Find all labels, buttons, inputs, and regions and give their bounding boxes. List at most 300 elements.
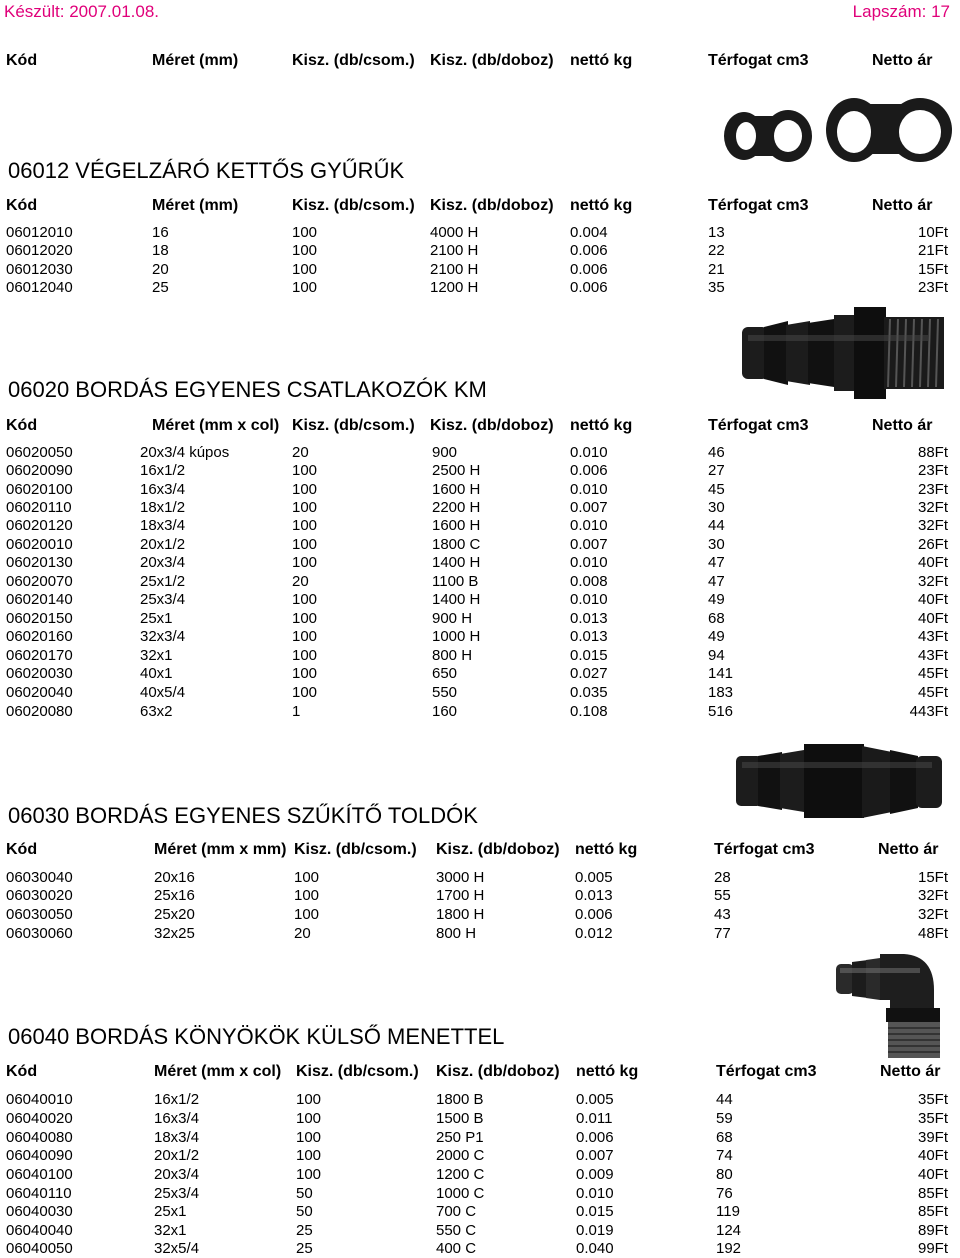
cell-netto-kg: 0.005: [576, 1091, 614, 1108]
cell-terfogat: 124: [716, 1222, 742, 1239]
cell-netto-kg: 0.010: [570, 517, 608, 534]
cell-netto-ar: 443Ft: [909, 703, 948, 720]
cell-netto-kg: 0.007: [570, 536, 608, 553]
cell-meret: 40x5/4: [140, 684, 186, 701]
cell-netto-kg: 0.035: [570, 684, 608, 701]
col-kisz-doboz: Kisz. (db/doboz): [436, 841, 560, 858]
col-meret: Méret (mm x mm): [154, 841, 287, 858]
cell-kod: 06040030: [6, 1203, 73, 1220]
table-row: [0, 1166, 960, 1184]
cell-kod: 06030050: [6, 906, 73, 923]
cell-kisz-csom: 100: [292, 279, 318, 296]
table-row: [0, 591, 960, 609]
col-kod: Kód: [6, 197, 38, 214]
col-kisz-doboz: Kisz. (db/doboz): [436, 1063, 560, 1080]
cell-kisz-doboz: 1600 H: [432, 517, 481, 534]
cell-netto-ar: 35Ft: [917, 1091, 948, 1108]
table-row: [0, 499, 960, 517]
cell-kisz-doboz: 2100 H: [430, 242, 479, 259]
cell-kisz-csom: 100: [292, 517, 318, 534]
cell-kod: 06020160: [6, 628, 73, 645]
cell-meret: 18x1/2: [140, 499, 186, 516]
col-meret: Méret (mm x col): [152, 417, 280, 434]
table-row: [0, 1185, 960, 1203]
cell-meret: 25x3/4: [154, 1185, 200, 1202]
cell-netto-ar: 32Ft: [917, 906, 948, 923]
col-kisz-csom: Kisz. (db/csom.): [296, 1063, 419, 1080]
cell-netto-ar: 40Ft: [917, 1166, 948, 1183]
cell-kisz-csom: 20: [292, 444, 309, 461]
table-row: [0, 1203, 960, 1221]
cell-kod: 06040090: [6, 1147, 73, 1164]
cell-netto-ar: 43Ft: [917, 628, 948, 645]
table-row: [0, 242, 960, 260]
cell-kod: 06012030: [6, 261, 73, 278]
table-row: [0, 610, 960, 628]
cell-kisz-csom: 100: [296, 1091, 322, 1108]
cell-netto-ar: 88Ft: [917, 444, 948, 461]
cell-meret: 25x3/4: [140, 591, 186, 608]
cell-netto-kg: 0.009: [576, 1166, 614, 1183]
cell-netto-ar: 40Ft: [917, 554, 948, 571]
cell-netto-kg: 0.010: [570, 481, 608, 498]
cell-netto-kg: 0.007: [570, 499, 608, 516]
cell-netto-kg: 0.019: [576, 1222, 614, 1239]
cell-terfogat: 68: [708, 610, 725, 627]
cell-kod: 06040110: [6, 1185, 72, 1202]
cell-netto-kg: 0.012: [575, 925, 613, 942]
cell-kisz-csom: 100: [296, 1110, 322, 1127]
cell-terfogat: 49: [708, 591, 725, 608]
barbed-elbow-image: [834, 950, 946, 1060]
cell-netto-ar: 21Ft: [917, 242, 948, 259]
cell-meret: 32x3/4: [140, 628, 186, 645]
cell-netto-kg: 0.010: [576, 1185, 614, 1202]
col-kisz-csom: Kisz. (db/csom.): [292, 197, 415, 214]
table-row: [0, 536, 960, 554]
cell-netto-kg: 0.006: [570, 279, 608, 296]
cell-terfogat: 80: [716, 1166, 733, 1183]
cell-kisz-csom: 100: [294, 906, 320, 923]
cell-kisz-csom: 100: [296, 1147, 322, 1164]
table-row: [0, 1091, 960, 1109]
col-netto-ar: Netto ár: [872, 52, 933, 69]
cell-netto-ar: 45Ft: [917, 665, 948, 682]
cell-netto-kg: 0.015: [576, 1203, 614, 1220]
cell-kisz-csom: 100: [292, 591, 318, 608]
cell-netto-kg: 0.010: [570, 591, 608, 608]
cell-kod: 06040020: [6, 1110, 73, 1127]
cell-netto-ar: 23Ft: [917, 462, 948, 479]
section-title-06030: 06030 BORDÁS EGYENES SZŰKÍTŐ TOLDÓK: [8, 803, 478, 828]
cell-netto-kg: 0.015: [570, 647, 608, 664]
cell-kod: 06012040: [6, 279, 73, 296]
col-netto-ar: Netto ár: [878, 841, 939, 858]
cell-kod: 06030020: [6, 887, 73, 904]
cell-kisz-csom: 100: [292, 628, 318, 645]
cell-netto-kg: 0.108: [570, 703, 608, 720]
cell-kisz-csom: 100: [292, 647, 318, 664]
cell-meret: 25x20: [154, 906, 195, 923]
cell-kod: 06020070: [6, 573, 73, 590]
cell-terfogat: 94: [708, 647, 725, 664]
cell-kisz-doboz: 2100 H: [430, 261, 479, 278]
cell-meret: 32x5/4: [154, 1240, 200, 1257]
col-terfogat: Térfogat cm3: [714, 841, 815, 858]
cell-kisz-csom: 100: [292, 610, 318, 627]
cell-kod: 06020010: [6, 536, 73, 553]
cell-kisz-doboz: 2500 H: [432, 462, 481, 479]
cell-kisz-doboz: 1100 B: [432, 573, 479, 590]
cell-kisz-doboz: 1800 B: [436, 1091, 484, 1108]
col-netto-ar: Netto ár: [872, 417, 933, 434]
col-kisz-doboz: Kisz. (db/doboz): [430, 197, 554, 214]
table-row: [0, 925, 960, 943]
section-column-header: [0, 841, 960, 861]
col-kisz-doboz: Kisz. (db/doboz): [430, 417, 554, 434]
cell-kod: 06012020: [6, 242, 73, 259]
cell-meret: 25x1: [154, 1203, 187, 1220]
cell-terfogat: 141: [708, 665, 734, 682]
col-terfogat: Térfogat cm3: [708, 197, 809, 214]
cell-kod: 06040050: [6, 1240, 73, 1257]
cell-netto-ar: 99Ft: [917, 1240, 948, 1257]
barbed-male-connector-image: [738, 305, 952, 401]
cell-netto-kg: 0.013: [570, 628, 608, 645]
cell-meret: 18x3/4: [154, 1129, 200, 1146]
cell-meret: 20x3/4: [154, 1166, 200, 1183]
cell-kisz-csom: 100: [292, 665, 318, 682]
cell-netto-ar: 40Ft: [917, 610, 948, 627]
cell-kisz-csom: 100: [292, 261, 318, 278]
cell-kisz-csom: 25: [296, 1222, 313, 1239]
col-meret: Méret (mm): [152, 52, 239, 69]
table-row: [0, 279, 960, 297]
cell-kisz-csom: 100: [292, 499, 318, 516]
col-netto-kg: nettó kg: [570, 417, 633, 434]
cell-netto-ar: 35Ft: [917, 1110, 948, 1127]
cell-kisz-doboz: 160: [432, 703, 458, 720]
cell-terfogat: 45: [708, 481, 725, 498]
table-row: [0, 684, 960, 702]
cell-meret: 16x1/2: [154, 1091, 200, 1108]
cell-kisz-doboz: 1000 H: [432, 628, 481, 645]
cell-kisz-doboz: 1200 C: [436, 1166, 485, 1183]
cell-kisz-doboz: 2200 H: [432, 499, 481, 516]
cell-kod: 06040080: [6, 1129, 73, 1146]
cell-terfogat: 59: [716, 1110, 733, 1127]
barbed-reducer-image: [734, 740, 944, 822]
cell-kisz-doboz: 1400 H: [432, 591, 481, 608]
table-row: [0, 1222, 960, 1240]
cell-kisz-csom: 100: [292, 242, 318, 259]
col-netto-ar: Netto ár: [880, 1063, 941, 1080]
cell-kisz-doboz: 1600 H: [432, 481, 481, 498]
cell-meret: 32x25: [154, 925, 195, 942]
cell-netto-ar: 32Ft: [917, 499, 948, 516]
cell-netto-ar: 45Ft: [917, 684, 948, 701]
cell-kod: 06020110: [6, 499, 72, 516]
col-kisz-csom: Kisz. (db/csom.): [294, 841, 417, 858]
cell-terfogat: 46: [708, 444, 725, 461]
cell-kisz-csom: 1: [292, 703, 301, 720]
cell-netto-ar: 32Ft: [917, 517, 948, 534]
cell-kisz-csom: 100: [292, 536, 318, 553]
col-kod: Kód: [6, 52, 38, 69]
section-title-06012: 06012 VÉGELZÁRÓ KETTŐS GYŰRŰK: [8, 158, 405, 183]
cell-kisz-doboz: 1500 B: [436, 1110, 484, 1127]
cell-kisz-csom: 100: [296, 1129, 322, 1146]
table-row: [0, 1129, 960, 1147]
cell-kod: 06020040: [6, 684, 73, 701]
table-row: [0, 1147, 960, 1165]
cell-netto-ar: 40Ft: [917, 1147, 948, 1164]
cell-kisz-doboz: 800 H: [436, 925, 477, 942]
cell-netto-kg: 0.006: [570, 242, 608, 259]
cell-netto-kg: 0.005: [575, 869, 613, 886]
col-kod: Kód: [6, 841, 38, 858]
cell-meret: 25x16: [154, 887, 195, 904]
cell-kod: 06012010: [6, 224, 73, 241]
cell-netto-ar: 23Ft: [917, 279, 948, 296]
cell-kisz-doboz: 400 C: [436, 1240, 477, 1257]
cell-netto-kg: 0.004: [570, 224, 608, 241]
cell-netto-ar: 15Ft: [917, 261, 948, 278]
cell-kisz-doboz: 3000 H: [436, 869, 485, 886]
cell-netto-ar: 32Ft: [917, 573, 948, 590]
col-meret: Méret (mm x col): [154, 1063, 282, 1080]
table-row: [0, 703, 960, 721]
cell-kisz-csom: 100: [294, 887, 320, 904]
cell-netto-ar: 85Ft: [917, 1203, 948, 1220]
cell-terfogat: 44: [708, 517, 725, 534]
cell-terfogat: 49: [708, 628, 725, 645]
cell-kisz-doboz: 900 H: [432, 610, 473, 627]
cell-netto-ar: 26Ft: [917, 536, 948, 553]
cell-kod: 06020120: [6, 517, 73, 534]
cell-kisz-doboz: 1200 H: [430, 279, 479, 296]
cell-terfogat: 22: [708, 242, 725, 259]
cell-meret: 32x1: [154, 1222, 187, 1239]
table-row: [0, 573, 960, 591]
cell-terfogat: 30: [708, 536, 725, 553]
cell-kisz-csom: 20: [294, 925, 311, 942]
cell-netto-ar: 39Ft: [917, 1129, 948, 1146]
cell-kisz-csom: 100: [292, 224, 318, 241]
created-date: Készült: 2007.01.08.: [4, 2, 160, 21]
cell-meret: 20: [152, 261, 169, 278]
col-netto-ar: Netto ár: [872, 197, 933, 214]
cell-kod: 06040040: [6, 1222, 73, 1239]
cell-terfogat: 77: [714, 925, 731, 942]
cell-netto-ar: 48Ft: [917, 925, 948, 942]
cell-kisz-doboz: 1000 C: [436, 1185, 485, 1202]
cell-meret: 20x1/2: [140, 536, 186, 553]
cell-meret: 32x1: [140, 647, 173, 664]
section-column-header: [0, 1063, 960, 1083]
cell-terfogat: 27: [708, 462, 725, 479]
cell-kod: 06020050: [6, 444, 73, 461]
table-row: [0, 906, 960, 924]
cell-terfogat: 47: [708, 554, 725, 571]
cell-kisz-csom: 20: [292, 573, 309, 590]
cell-meret: 16x3/4: [154, 1110, 200, 1127]
table-row: [0, 224, 960, 242]
cell-kod: 06020150: [6, 610, 73, 627]
table-row: [0, 628, 960, 646]
cell-kisz-csom: 100: [294, 869, 320, 886]
cell-netto-ar: 32Ft: [917, 887, 948, 904]
cell-meret: 63x2: [140, 703, 173, 720]
cell-netto-ar: 85Ft: [917, 1185, 948, 1202]
cell-terfogat: 119: [716, 1203, 740, 1220]
cell-meret: 25x1: [140, 610, 173, 627]
cell-meret: 20x1/2: [154, 1147, 200, 1164]
cell-meret: 16x1/2: [140, 462, 186, 479]
cell-kisz-doboz: 1800 H: [436, 906, 485, 923]
col-netto-kg: nettó kg: [576, 1063, 639, 1080]
page-column-header: [0, 52, 960, 72]
table-row: [0, 869, 960, 887]
table-row: [0, 887, 960, 905]
table-row: [0, 665, 960, 683]
double-ring-product-image: [722, 96, 958, 176]
col-kod: Kód: [6, 417, 38, 434]
cell-kod: 06020140: [6, 591, 73, 608]
cell-meret: 16: [152, 224, 169, 241]
cell-kod: 06040010: [6, 1091, 73, 1108]
cell-terfogat: 21: [708, 261, 725, 278]
section-column-header: [0, 417, 960, 437]
cell-kod: 06020090: [6, 462, 73, 479]
cell-kod: 06020100: [6, 481, 73, 498]
col-terfogat: Térfogat cm3: [708, 417, 809, 434]
cell-meret: 25: [152, 279, 169, 296]
cell-netto-ar: 43Ft: [917, 647, 948, 664]
cell-kisz-csom: 50: [296, 1185, 313, 1202]
cell-terfogat: 516: [708, 703, 734, 720]
section-column-header: [0, 197, 960, 217]
table-row: [0, 481, 960, 499]
cell-terfogat: 28: [714, 869, 731, 886]
cell-kisz-doboz: 700 C: [436, 1203, 477, 1220]
col-netto-kg: nettó kg: [570, 52, 633, 69]
table-row: [0, 1110, 960, 1128]
cell-kisz-doboz: 1800 C: [432, 536, 481, 553]
cell-kisz-csom: 100: [292, 462, 318, 479]
cell-netto-ar: 15Ft: [917, 869, 948, 886]
table-row: [0, 444, 960, 462]
cell-kod: 06020030: [6, 665, 73, 682]
table-row: [0, 554, 960, 572]
cell-meret: 18: [152, 242, 169, 259]
cell-kod: 06020130: [6, 554, 73, 571]
cell-netto-kg: 0.006: [570, 462, 608, 479]
cell-terfogat: 192: [716, 1240, 742, 1257]
col-meret: Méret (mm): [152, 197, 239, 214]
col-netto-kg: nettó kg: [570, 197, 633, 214]
cell-netto-kg: 0.006: [576, 1129, 614, 1146]
cell-kisz-doboz: 550 C: [436, 1222, 477, 1239]
cell-kisz-doboz: 800 H: [432, 647, 473, 664]
cell-meret: 16x3/4: [140, 481, 186, 498]
cell-kod: 06020080: [6, 703, 73, 720]
cell-netto-ar: 23Ft: [917, 481, 948, 498]
cell-terfogat: 13: [708, 224, 725, 241]
cell-netto-ar: 89Ft: [917, 1222, 948, 1239]
col-netto-kg: nettó kg: [575, 841, 638, 858]
cell-kisz-csom: 100: [292, 554, 318, 571]
col-kisz-csom: Kisz. (db/csom.): [292, 417, 415, 434]
cell-terfogat: 47: [708, 573, 725, 590]
table-row: [0, 1240, 960, 1258]
cell-meret: 40x1: [140, 665, 173, 682]
table-row: [0, 517, 960, 535]
cell-meret: 18x3/4: [140, 517, 186, 534]
cell-kisz-doboz: 650: [432, 665, 458, 682]
table-row: [0, 462, 960, 480]
cell-terfogat: 76: [716, 1185, 733, 1202]
cell-kisz-csom: 25: [296, 1240, 313, 1257]
cell-terfogat: 183: [708, 684, 734, 701]
col-kod: Kód: [6, 1063, 38, 1080]
cell-meret: 20x3/4 kúpos: [140, 444, 230, 461]
cell-kisz-doboz: 4000 H: [430, 224, 479, 241]
col-kisz-csom: Kisz. (db/csom.): [292, 52, 415, 69]
cell-kisz-doboz: 250 P1: [436, 1129, 484, 1146]
cell-netto-kg: 0.010: [570, 554, 608, 571]
cell-netto-kg: 0.006: [570, 261, 608, 278]
table-row: [0, 647, 960, 665]
col-terfogat: Térfogat cm3: [716, 1063, 817, 1080]
cell-terfogat: 74: [716, 1147, 733, 1164]
cell-terfogat: 55: [714, 887, 731, 904]
section-title-06040: 06040 BORDÁS KÖNYÖKÖK KÜLSŐ MENETTEL: [8, 1024, 505, 1049]
cell-netto-kg: 0.008: [570, 573, 608, 590]
col-kisz-doboz: Kisz. (db/doboz): [430, 52, 554, 69]
cell-kisz-csom: 50: [296, 1203, 313, 1220]
cell-netto-kg: 0.040: [576, 1240, 614, 1257]
cell-terfogat: 35: [708, 279, 725, 296]
cell-kisz-csom: 100: [292, 481, 318, 498]
cell-terfogat: 30: [708, 499, 725, 516]
cell-terfogat: 68: [716, 1129, 733, 1146]
cell-netto-kg: 0.010: [570, 444, 608, 461]
cell-terfogat: 44: [716, 1091, 733, 1108]
cell-terfogat: 43: [714, 906, 731, 923]
table-row: [0, 261, 960, 279]
page-number: Lapszám: 17: [852, 2, 950, 21]
cell-meret: 20x3/4: [140, 554, 186, 571]
cell-meret: 25x1/2: [140, 573, 186, 590]
cell-kisz-doboz: 1400 H: [432, 554, 481, 571]
cell-kisz-csom: 100: [292, 684, 318, 701]
cell-netto-ar: 10Ft: [917, 224, 948, 241]
cell-netto-kg: 0.027: [570, 665, 608, 682]
cell-netto-kg: 0.007: [576, 1147, 614, 1164]
cell-kisz-doboz: 2000 C: [436, 1147, 485, 1164]
cell-netto-ar: 40Ft: [917, 591, 948, 608]
cell-netto-kg: 0.011: [576, 1110, 613, 1127]
cell-kisz-doboz: 1700 H: [436, 887, 485, 904]
cell-netto-kg: 0.013: [575, 887, 613, 904]
cell-kod: 06030040: [6, 869, 73, 886]
section-title-06020: 06020 BORDÁS EGYENES CSATLAKOZÓK KM: [8, 377, 487, 402]
cell-kisz-csom: 100: [296, 1166, 322, 1183]
cell-kod: 06020170: [6, 647, 73, 664]
cell-kisz-doboz: 550: [432, 684, 458, 701]
cell-kisz-doboz: 900: [432, 444, 458, 461]
